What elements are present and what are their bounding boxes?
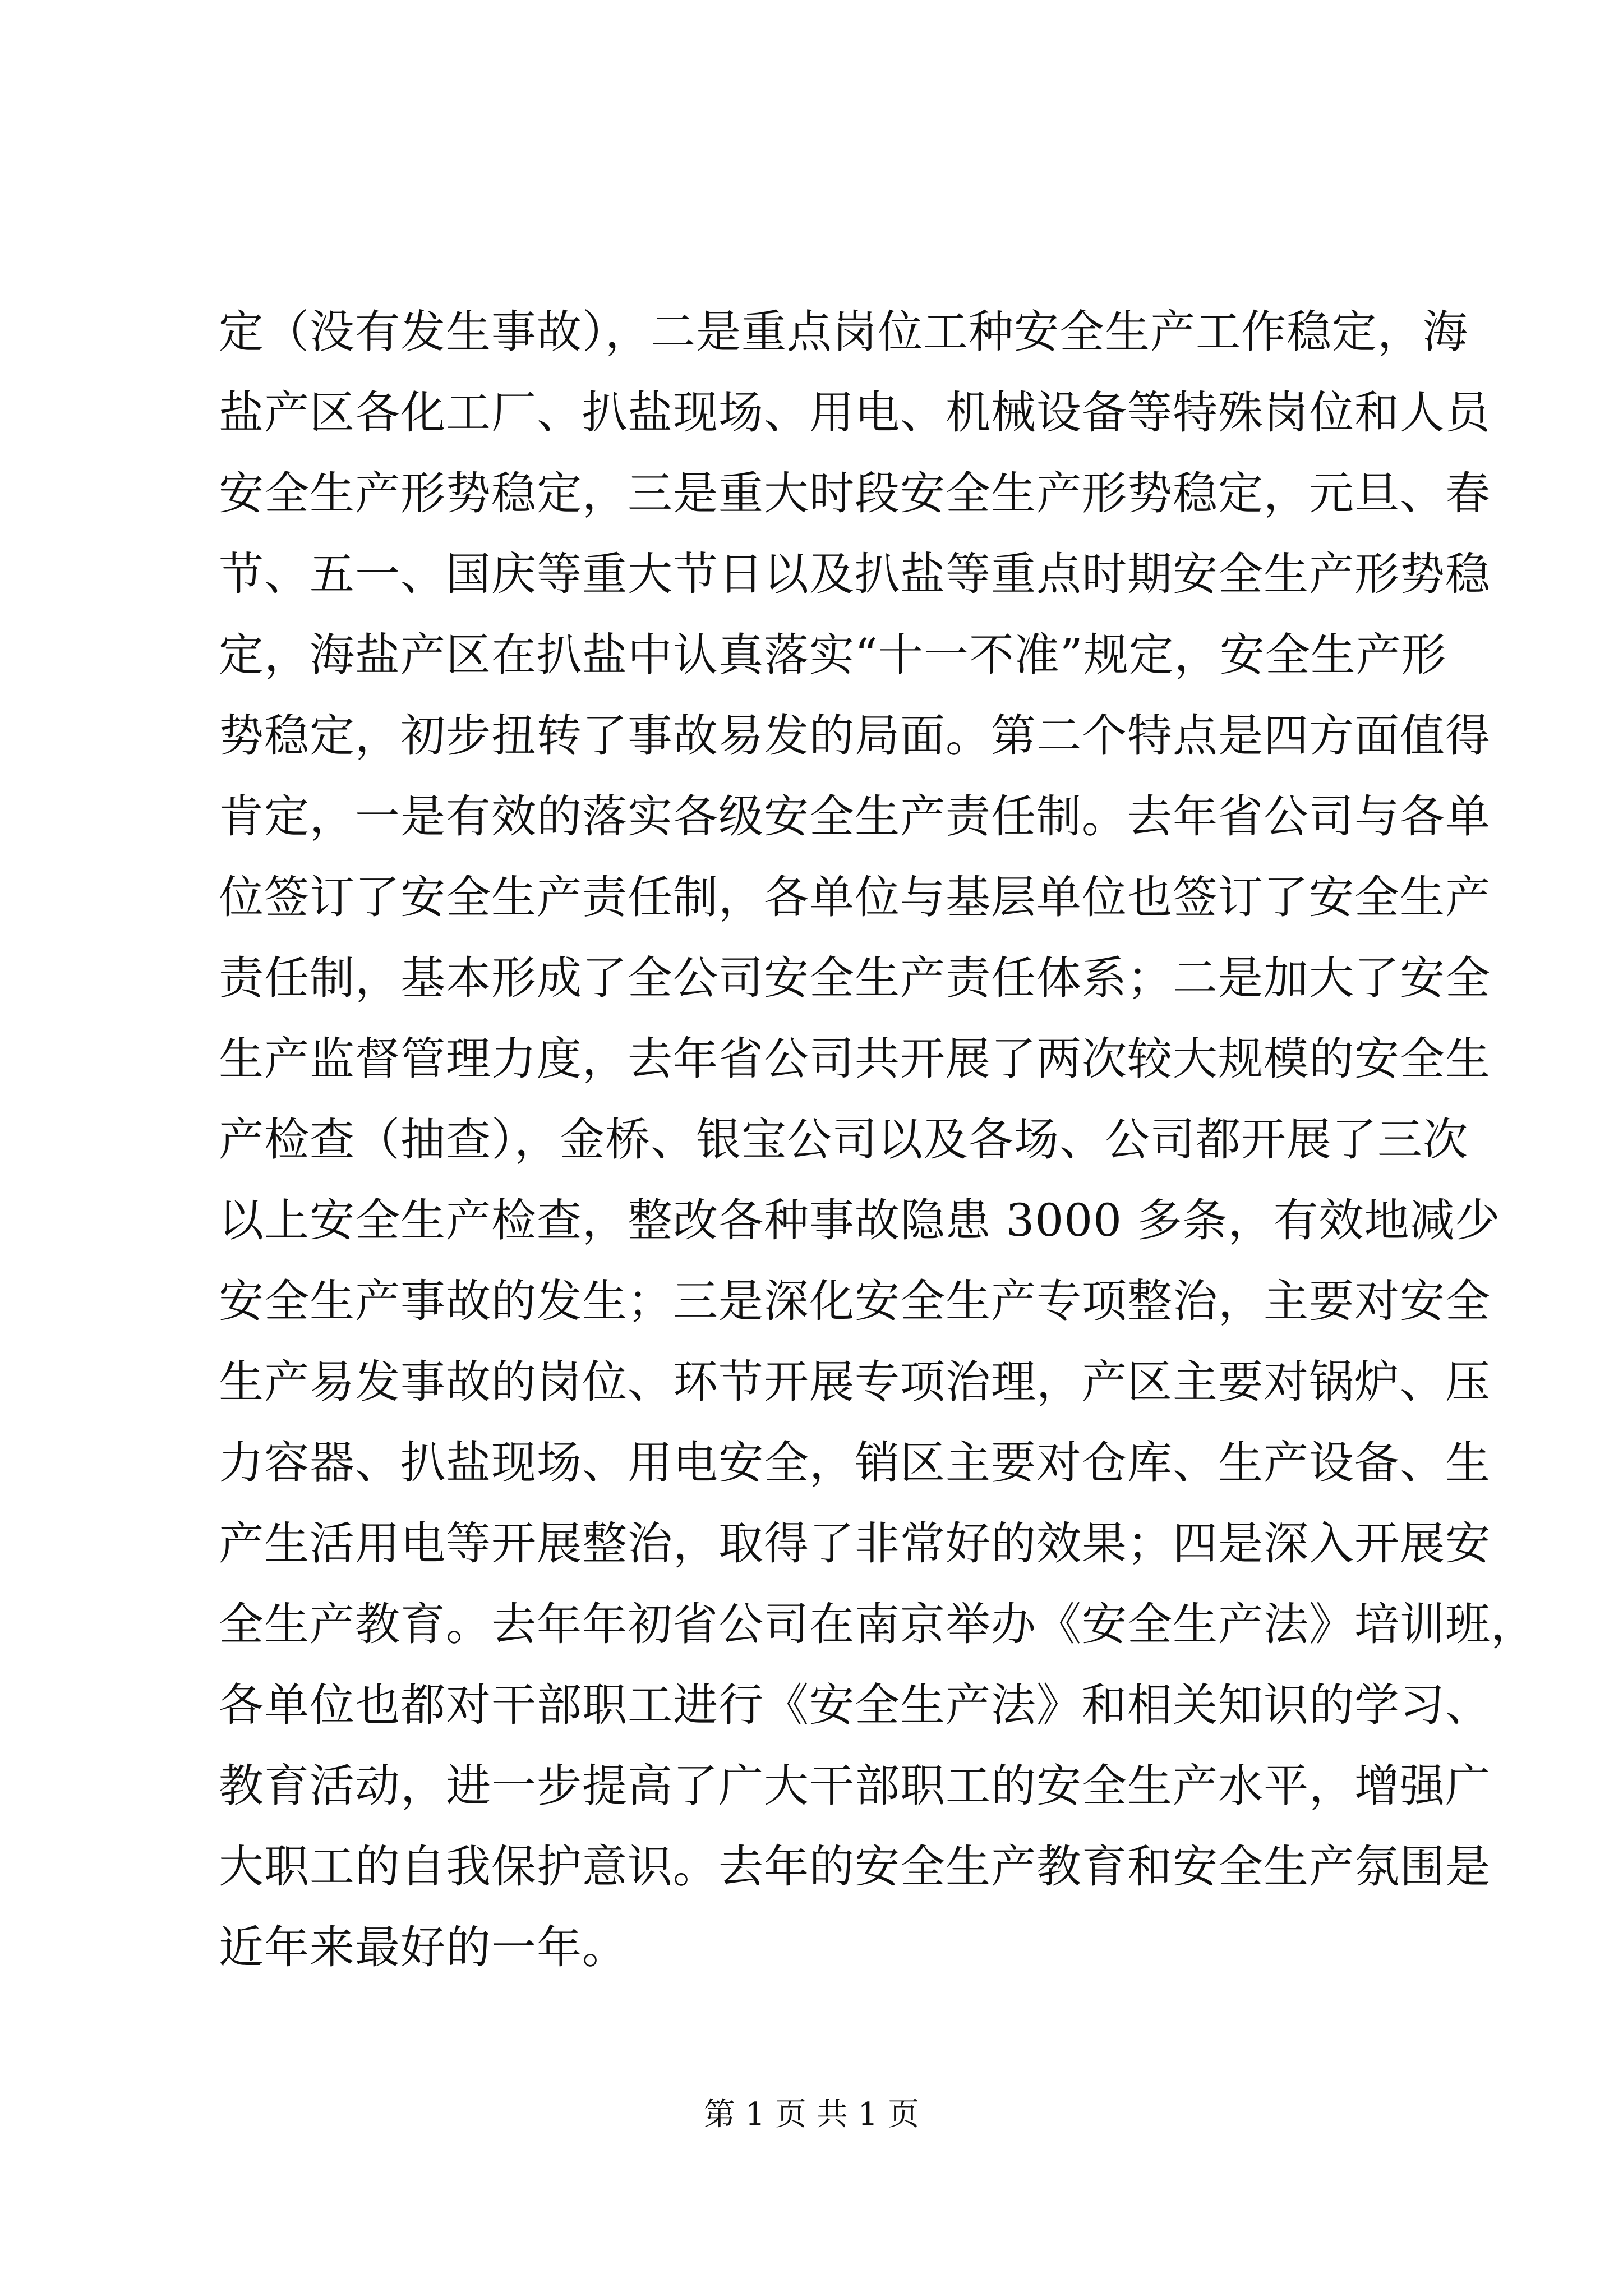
text-line: 安全生产事故的发生；三是深化安全生产专项整治，主要对安全 [219,1275,1491,1327]
text-line: 生产监督管理力度，去年省公司共开展了两次较大规模的安全生 [219,1033,1491,1085]
page-number-footer: 第 1 页 共 1 页 [703,2096,920,2133]
body-paragraph [219,292,1536,1988]
text-line: 生产易发事故的岗位、环节开展专项治理，产区主要对锅炉、压 [219,1356,1491,1408]
text-line: 定（没有发生事故），二是重点岗位工种安全生产工作稳定，海 [219,306,1468,358]
text-line: 产生活用电等开展整治，取得了非常好的效果；四是深入开展安 [219,1517,1491,1570]
text-line: 近年来最好的一年。 [219,1921,628,1973]
text-line: 肯定，一是有效的落实各级安全生产责任制。去年省公司与各单 [219,790,1491,843]
text-line: 节、五一、国庆等重大节日以及扒盐等重点时期安全生产形势稳 [219,548,1491,600]
text-line: 以上安全生产检查，整改各种事故隐患 3000 多条，有效地减少 [219,1194,1501,1246]
text-line: 安全生产形势稳定，三是重大时段安全生产形势稳定，元旦、春 [219,467,1491,519]
text-line: 位签订了安全生产责任制，各单位与基层单位也签订了安全生产 [219,871,1491,923]
text-line: 各单位也都对干部职工进行《安全生产法》和相关知识的学习、 [219,1679,1491,1731]
text-line: 全生产教育。去年年初省公司在南京举办《安全生产法》培训班， [219,1598,1536,1650]
text-line: 势稳定，初步扭转了事故易发的局面。第二个特点是四方面值得 [219,710,1491,762]
text-line: 教育活动，进一步提高了广大干部职工的安全生产水平，增强广 [219,1760,1491,1812]
text-line: 力容器、扒盐现场、用电安全，销区主要对仓库、生产设备、生 [219,1437,1491,1489]
text-line: 责任制，基本形成了全公司安全生产责任体系；二是加大了安全 [219,952,1491,1004]
text-line: 定，海盐产区在扒盐中认真落实“十一不准”规定，安全生产形 [219,629,1447,681]
text-line: 盐产区各化工厂、扒盐现场、用电、机械设备等特殊岗位和人员 [219,386,1491,439]
text-line: 产检查（抽查），金桥、银宝公司以及各场、公司都开展了三次 [219,1114,1468,1166]
text-line: 大职工的自我保护意识。去年的安全生产教育和安全生产氛围是 [219,1841,1491,1893]
